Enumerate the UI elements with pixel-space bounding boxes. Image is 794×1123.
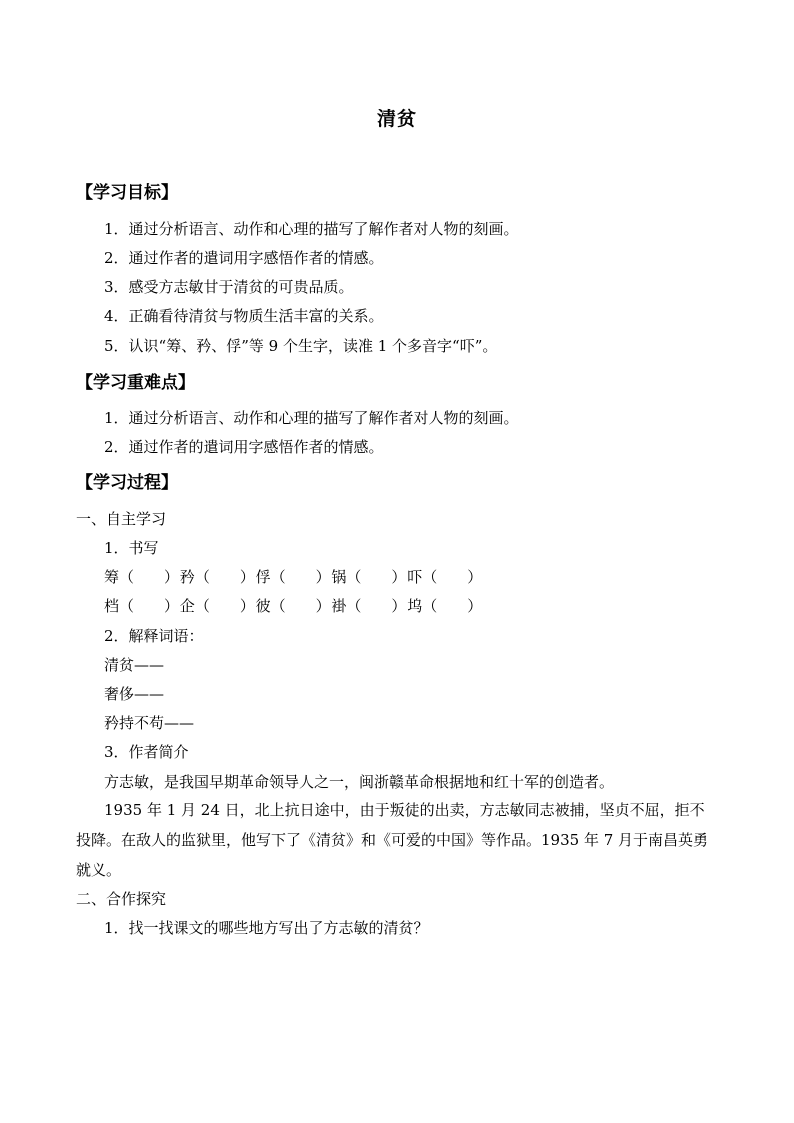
key-point-item-2: 2．通过作者的遣词用字感悟作者的情感。	[104, 438, 384, 456]
part1-heading: 一、自主学习	[76, 510, 167, 528]
vocab-item-jinchi: 矜持不苟——	[104, 714, 195, 732]
vocab-item-shechi: 奢侈——	[104, 685, 165, 703]
part2-question-1: 1．找一找课文的哪些地方写出了方志敏的清贫？	[104, 919, 429, 937]
writing-blank[interactable]: （ ）	[194, 568, 255, 586]
writing-blank[interactable]: （ ）	[422, 568, 483, 586]
writing-row-2	[104, 596, 483, 616]
writing-char: 档	[104, 597, 120, 615]
writing-row-1	[104, 567, 483, 587]
author-paragraph-1: 方志敏，是我国早期革命领导人之一，闽浙赣革命根据地和红十军的创造者。	[104, 773, 615, 791]
writing-item	[407, 567, 483, 587]
writing-item	[104, 567, 180, 587]
writing-item	[255, 596, 331, 616]
writing-blank[interactable]: （ ）	[346, 597, 407, 615]
writing-char: 企	[179, 597, 195, 615]
writing-char: 彼	[255, 597, 271, 615]
vocab-item-qingpin: 清贫——	[104, 656, 165, 674]
writing-blank[interactable]: （ ）	[346, 568, 407, 586]
writing-item	[331, 596, 407, 616]
writing-char: 吓	[407, 568, 423, 586]
writing-char: 坞	[407, 597, 423, 615]
goal-item-2: 2．通过作者的遣词用字感悟作者的情感。	[104, 249, 384, 267]
writing-item	[331, 567, 407, 587]
writing-blank[interactable]: （ ）	[270, 568, 331, 586]
writing-char: 筹	[104, 568, 120, 586]
writing-item	[179, 567, 255, 587]
goal-item-1: 1．通过分析语言、动作和心理的描写了解作者对人物的刻画。	[104, 220, 519, 238]
writing-item	[179, 596, 255, 616]
author-label: 3．作者简介	[104, 743, 189, 761]
writing-char: 锅	[331, 568, 347, 586]
author-paragraph-2: 1935 年 1 月 24 日，北上抗日途中，由于叛徒的出卖，方志敏同志被捕，坚贞不屈，拒不投降。在敌人的监狱里，他写下了《清贫》和《可爱的中国》等作品。1935 年 7 月于南昌英勇就义。	[76, 801, 709, 879]
writing-blank[interactable]: （ ）	[119, 597, 180, 615]
writing-char: 俘	[255, 568, 271, 586]
writing-char: 褂	[331, 597, 347, 615]
key-point-item-1: 1．通过分析语言、动作和心理的描写了解作者对人物的刻画。	[104, 409, 519, 427]
writing-item	[255, 567, 331, 587]
key-points-heading: 【学习重难点】	[76, 373, 195, 393]
writing-char: 矜	[179, 568, 195, 586]
goals-heading: 【学习目标】	[76, 183, 178, 203]
vocab-label: 2．解释词语：	[104, 627, 204, 645]
writing-blank[interactable]: （ ）	[422, 597, 483, 615]
writing-blank[interactable]: （ ）	[119, 568, 180, 586]
part2-heading: 二、合作探究	[76, 890, 167, 908]
goal-item-4: 4．正确看待清贫与物质生活丰富的关系。	[104, 307, 384, 325]
goal-item-3: 3．感受方志敏甘于清贫的可贵品质。	[104, 278, 354, 296]
page-title: 清贫	[376, 108, 417, 130]
writing-item	[104, 596, 180, 616]
writing-blank[interactable]: （ ）	[194, 597, 255, 615]
writing-item	[407, 596, 483, 616]
process-heading: 【学习过程】	[76, 473, 178, 493]
goal-item-5: 5．认识“筹、矜、俘”等 9 个生字，读准 1 个多音字“吓”。	[104, 337, 498, 355]
writing-label: 1．书写	[104, 539, 159, 557]
writing-blank[interactable]: （ ）	[270, 597, 331, 615]
